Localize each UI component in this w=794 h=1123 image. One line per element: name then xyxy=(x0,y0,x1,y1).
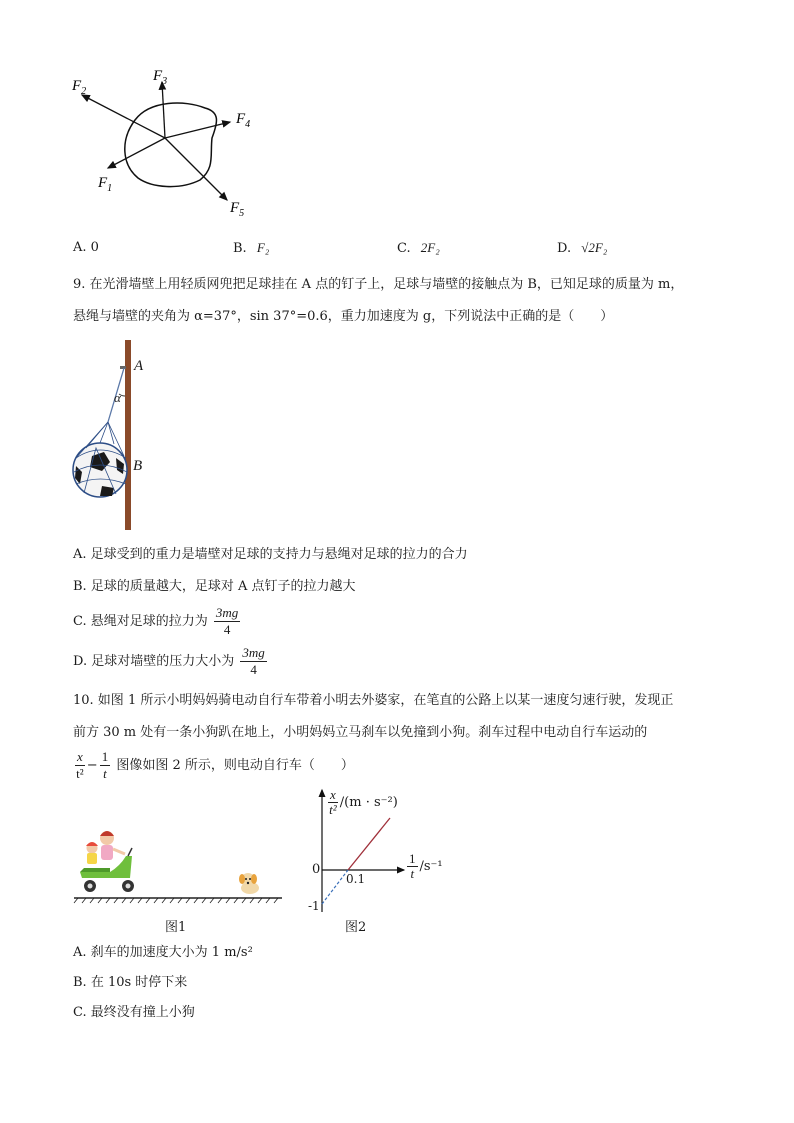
graph-x-frac xyxy=(407,852,418,881)
label-f4: $F_4$ xyxy=(236,111,251,130)
data-line-solid xyxy=(348,818,390,870)
force-arrow-f2 xyxy=(82,95,165,138)
q9-option-d[interactable] xyxy=(73,644,269,680)
q9-option-c-text: C. 悬绳对足球的拉力为 xyxy=(73,614,208,629)
graph-x-tick-label: 0.1 xyxy=(346,872,366,886)
frac-denominator: 4 xyxy=(250,662,257,677)
label-point-a: A xyxy=(134,358,144,374)
nail xyxy=(120,366,126,369)
force-diagram xyxy=(60,60,280,225)
q8-option-c-value: 2F₂ xyxy=(420,240,440,255)
dog xyxy=(239,873,259,894)
irregular-body xyxy=(125,103,217,187)
label-f5: $F_5$ xyxy=(230,200,245,219)
riders xyxy=(86,831,125,864)
frac-denominator: t xyxy=(103,766,107,781)
q8-option-c-letter: C. xyxy=(397,241,411,256)
force-arrow-f4 xyxy=(165,122,230,138)
q10-stem-line1: 10. 如图 1 所示小明妈妈骑电动自行车带着小明去外婆家，在笔直的公路上以某一速度匀速行驶，发现正 xyxy=(73,693,674,708)
label-f2: $F_2$ xyxy=(72,78,87,97)
figure1-caption: 图1 xyxy=(165,920,187,935)
label-alpha: α xyxy=(114,390,121,405)
q9-option-a[interactable]: A. 足球受到的重力是墙壁对足球的支持力与悬绳对足球的拉力的合力 xyxy=(73,547,468,562)
label-f3: $F_3$ xyxy=(153,68,168,87)
q10-option-b[interactable]: B. 在 10s 时停下来 xyxy=(73,975,188,990)
q8-option-b-letter: B. xyxy=(233,241,247,256)
data-line-dashed xyxy=(322,870,348,904)
label-f1: $F_1$ xyxy=(98,175,113,194)
graph-y-label xyxy=(326,788,398,817)
q9-stem-line2: 悬绳与墙壁的夹角为 α=37°，sin 37°=0.6，重力加速度为 g，下列说法中正确的是（ ） xyxy=(73,309,614,324)
frac-denominator: t² xyxy=(329,802,337,817)
graph-x-label xyxy=(405,852,443,881)
q8-option-a[interactable]: A. 0 xyxy=(73,240,99,255)
q8-option-d[interactable] xyxy=(557,240,607,256)
q9-option-d-fraction xyxy=(240,645,266,678)
q10-stem-line3 xyxy=(73,748,354,784)
force-arrow-f3 xyxy=(162,82,165,138)
q9-stem-line1: 9. 在光滑墙壁上用轻质网兜把足球挂在 A 点的钉子上，足球与墙壁的接触点为 B，已知足球的质量为 m， xyxy=(73,277,684,292)
q10-frac-x-t2 xyxy=(75,749,85,782)
frac-denominator: t² xyxy=(76,766,84,781)
frac-numerator: 3mg xyxy=(242,645,265,660)
scooter-scene-figure xyxy=(70,826,290,908)
q8-option-d-letter: D. xyxy=(557,241,572,256)
q9-option-b[interactable]: B. 足球的质量越大，足球对 A 点钉子的拉力越大 xyxy=(73,579,356,594)
graph-y-unit: /(m · s⁻²) xyxy=(339,795,398,810)
frac-denominator: t xyxy=(410,866,415,881)
q8-option-d-value: √2F₂ xyxy=(581,240,608,255)
q9-option-c-fraction xyxy=(214,605,240,638)
q8-option-b-value: F₂ xyxy=(256,240,270,255)
force-arrow-f1 xyxy=(108,138,165,168)
graph-x-unit: /s⁻¹ xyxy=(419,859,443,874)
graph-origin-label: 0 xyxy=(312,862,321,877)
q10-option-c[interactable]: C. 最终没有撞上小狗 xyxy=(73,1005,195,1020)
q8-option-b[interactable] xyxy=(233,240,269,256)
frac-numerator: x xyxy=(77,749,83,764)
q10-frac-1-t xyxy=(100,749,111,782)
frac-numerator: 1 xyxy=(409,851,416,866)
label-point-b: B xyxy=(133,458,143,474)
graph-y-frac xyxy=(328,788,338,817)
ball-wall-figure xyxy=(70,338,160,533)
q10-option-a[interactable]: A. 刹车的加速度大小为 1 m/s² xyxy=(73,945,253,960)
q8-option-c[interactable] xyxy=(397,240,440,256)
minus-sign: − xyxy=(86,758,98,773)
force-arrow-f5 xyxy=(165,138,227,200)
frac-numerator: 1 xyxy=(101,749,109,764)
graph-y-tick-label: -1 xyxy=(308,899,320,913)
q9-option-c[interactable] xyxy=(73,604,242,640)
q9-option-d-text: D. 足球对墙壁的压力大小为 xyxy=(73,654,235,669)
q10-stem-line3-text: 图像如图 2 所示，则电动自行车（ ） xyxy=(116,758,354,773)
frac-numerator: 3mg xyxy=(215,605,239,620)
frac-numerator: x xyxy=(330,787,336,802)
q10-stem-line2: 前方 30 m 处有一条小狗趴在地上，小明妈妈立马刹车以免撞到小狗。刹车过程中电动自行车运动的 xyxy=(73,725,648,740)
figure2-caption: 图2 xyxy=(345,920,367,935)
frac-denominator: 4 xyxy=(223,622,231,637)
